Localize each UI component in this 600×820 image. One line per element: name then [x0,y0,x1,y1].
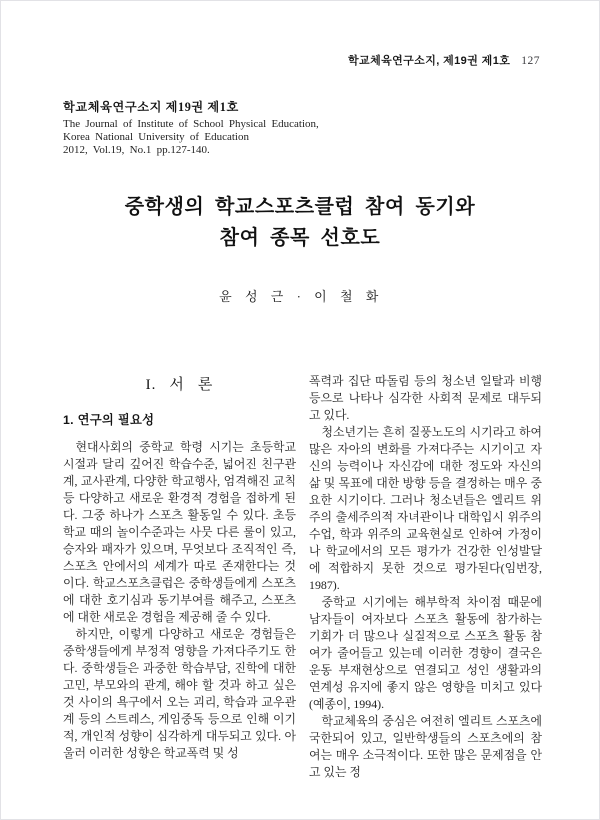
journal-issue-info: 2012, Vol.19, No.1 pp.127-140. [63,144,210,156]
body-paragraph-continuation: 폭력과 집단 따돌림 등의 청소년 일탈과 비행 등으로 나타나 심각한 사회적 문제로 대두되고 있다. [309,374,542,422]
journal-english-title-line1: The Journal of Institute of School Physical Education, [63,118,319,130]
body-paragraph: 하지만, 이렇게 다양하고 새로운 경험들은 중학생들에게 부정적 영향을 가져다주기도 한다. 중학생들은 과중한 학습부담, 진학에 대한 고민, 부모와의 관계, 해야 할 것과 하고 싶은 것 사이의 욕구에서 오는 괴리, 학습과 교우관계 등의 스트레스, 게임중독 등으로 인해 이기적, 개인적 성향이 심각하게 대두되고 있다. 아울러 이러한 성향은 학교폭력 및 성 [63,627,296,760]
article-title-line2: 참여 종목 선호도 [219,227,381,249]
journal-english-title-line2: Korea National University of Education [63,131,249,143]
article-title-line1: 중학생의 학교스포츠클럽 참여 동기와 [124,196,476,218]
body-paragraph: 청소년기는 흔히 질풍노도의 시기라고 하여 많은 자아의 변화를 가져다주는 시기이고 자신의 능력이나 자신감에 대한 정도와 자신의 삶 및 목표에 대한 방향 등을 결정하는 매우 중요한 시기이다. 그러나 청소년들은 엘리트 위주의 출세주의적 자녀관이나 대학입시 위주의 수업, 학과 위주의 교육현실로 인하여 가정이나 학교에서의 모든 평가가 건강한 인성발달에 적합하지 못한 것으로 평가된다(임번장, 1987). [309,425,542,592]
page-number: 127 [521,55,540,67]
section-heading-introduction: I. 서 론 [145,377,214,393]
article-title [1,192,599,254]
body-columns [63,373,542,781]
journal-korean-title: 학교체육연구소지 제19권 제1호 [63,100,239,114]
article-authors: 윤 성 근 · 이 철 화 [219,289,381,304]
subsection-heading-research-necessity: 1. 연구의 필요성 [63,413,155,427]
body-paragraph: 학교체육의 중심은 여전히 엘리트 스포츠에 국한되어 있고, 일반학생들의 스포츠에의 참여는 매우 소극적이다. 또한 많은 문제점을 안고 있는 정 [309,714,542,779]
journal-info-block [63,98,319,157]
right-column [309,373,542,781]
left-column [63,373,296,781]
body-paragraph: 현대사회의 중학교 학령 시기는 초등학교 시절과 달리 깊어진 학습수준, 넓어진 친구관계, 교사관계, 다양한 학교행사, 엄격해진 교칙 등 다양하고 새로운 환경적 경험을 접하게 된다. 그중 하나가 스포츠 활동일 수 있다. 초등학교 때의 놀이수준과는 사뭇 다른 룰이 있고, 승자와 패자가 있으며, 무엇보다 조직적인 즉, 스포츠 안에서의 세계가 따로 존재한다는 것이다. 학교스포츠클럽은 중학생들에게 스포츠에 대한 호기심과 동기부여를 해주고, 스포츠에 대한 새로운 경험을 제공해 줄 수 있다. [63,440,296,624]
body-paragraph: 중학교 시기에는 해부학적 차이점 때문에 남자들이 여자보다 스포츠 활동에 참가하는 기회가 더 많으나 실질적으로 스포츠 활동 참여가 줄어들고 있는데 이러한 경향이 결국은 운동 부재현상으로 연결되고 성인 생활과의 연계성 유지에 좋지 않은 영향을 미치고 있다(예종이, 1994). [309,595,542,711]
running-header [348,52,540,68]
running-header-journal: 학교체육연구소지, 제19권 제1호 [348,55,511,67]
